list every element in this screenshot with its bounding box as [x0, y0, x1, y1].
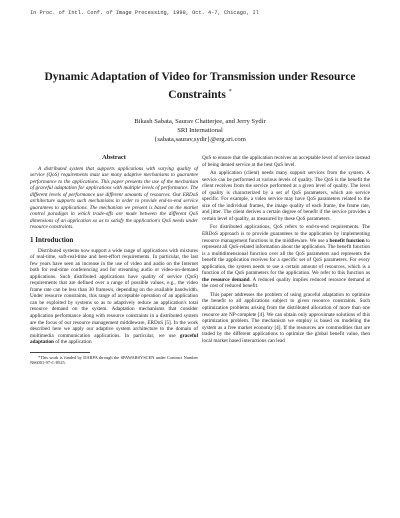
intro-bold-term: graceful adaptation — [30, 332, 199, 346]
author-affiliation: SRI International — [177, 127, 223, 134]
author-block — [40, 117, 360, 144]
conference-header: In Proc. of Intl. Conf. of Image Processing, 1998, Oct. 4-7, Chicago, Il — [30, 10, 259, 16]
intro-text: Distributed systems now support a wide range of applications with mixtures of real-time, soft-real-time and best-effort requirements. In particular, the last few years have seen an increase in the use of video and audio on the Internet both for real-time conferencing and for streaming audio or video-on-demand applications. Such distributed applications have quality of service (QoS) requirements that are defined over a range of possible values, e.g., the video frame rate can be less than 30 frames/s, depending on the available bandwidth. Under resource constraints, this range of acceptable operation of an application can be exploited by systems so as to adaptively reduce an application's total resource demand on the system. Adaptation mechanisms that consider application performance along with resource constraints in a distributed system are the focus of our resource management middleware, ERDoS [5]. In the work described here we apply our adaptive system architecture to the domain of multimedia communication applications. In particular, we use — [30, 247, 198, 339]
p3-text-a: For distributed applications, QoS refers to end-to-end requirements. The ERDoS approach is to provide guarantees to the application by implementing resource management functions in the middleware. We use a — [202, 224, 370, 244]
abstract-text: A distributed system that supports applications with varying quality of service (QoS) requirements must use many adaptive mechanisms to guarantee performance to the applications. This paper presents the use of the mechanism of graceful adaptation for applications with multiple levels of performance. The different levels of performance use different amounts of resources. Our ERDoS architecture supports such mechanisms in order to provide end-to-end service guarantees to applications. The mechanism we present is based on the market control paradigm in which trade-offs are made between the different QoS dimensions of an application so as to satisfy the application's QoS needs under resource constraints. — [30, 165, 198, 231]
left-column — [30, 155, 198, 368]
right-paragraph-2: An application (client) needs many support services from the system. A service can be performed at various levels of quality. The QoS is the benefit the client receives from the service performed at a given level of quality. The level of quality is characterized by a set of QoS parameters, which are service specific. For example, a video service may have QoS parameters related to the size of the individual frames, the image quality of each frame, the frame rate, and jitter. The client derives a certain degree of benefit if the service provides a certain level of quality, as measured by these QoS parameters. — [202, 170, 370, 222]
title-footnote-mark: * — [228, 89, 232, 95]
intro-text-end: of the application — [55, 339, 92, 346]
section-heading-introduction: 1 Introduction — [30, 236, 74, 245]
right-paragraph-4: This paper addresses the problem of using graceful adaptation to optimize the benefit to all applications subject to given resource constraints. Such optimization problems arising from the distributed allocation of more than one resource are NP-complete [4]. We can obtain only approximate solutions of this optimization problem. The mechanism we employ is based on modeling the system as a free market economy [4]. If the resources are commodities that are traded by the different applications to optimize the global benefit value, then local market based interactions can lead — [202, 291, 370, 344]
right-column — [202, 155, 370, 346]
p3-text-b: to represent all QoS-related information about the application. The benefit function is a multidimensional function over all the QoS parameters and represents the benefit the application receives for a specific set of QoS parameters. For every application, the system needs to use a certain amount of resources, which is a function of the QoS parameters for the application. We refer to this function as — [202, 237, 370, 277]
intro-paragraph — [30, 248, 198, 346]
funding-footnote: *This work is funded by DARPA through the SPAWARSYSCEN under Contract Number N66001-97-C-8525. — [30, 354, 198, 366]
resource-demand-term: the resource demand — [202, 276, 250, 283]
p3-text-c: . A reduced quality implies reduced resource demand at the cost of reduced benefit. — [202, 276, 370, 290]
abstract — [30, 166, 198, 231]
benefit-function-term: benefit function — [329, 237, 365, 244]
footnote-rule — [30, 352, 90, 353]
author-email: {sabata,saurav,sydir}@erg.sri.com — [154, 136, 246, 143]
title-text: Dynamic Adaptation of Video for Transmission under Resource Constraints — [44, 71, 356, 101]
author-names: Bikash Sabata, Saurav Chatterjee, and Jerry Sydir — [134, 118, 266, 125]
abstract-heading: Abstract — [102, 154, 126, 161]
paper-title — [20, 70, 380, 103]
right-paragraph-1: QoS to ensure that the application receives an acceptable level of service instead of being denied service at the best QoS level. — [202, 155, 370, 168]
right-paragraph-3 — [202, 224, 370, 289]
